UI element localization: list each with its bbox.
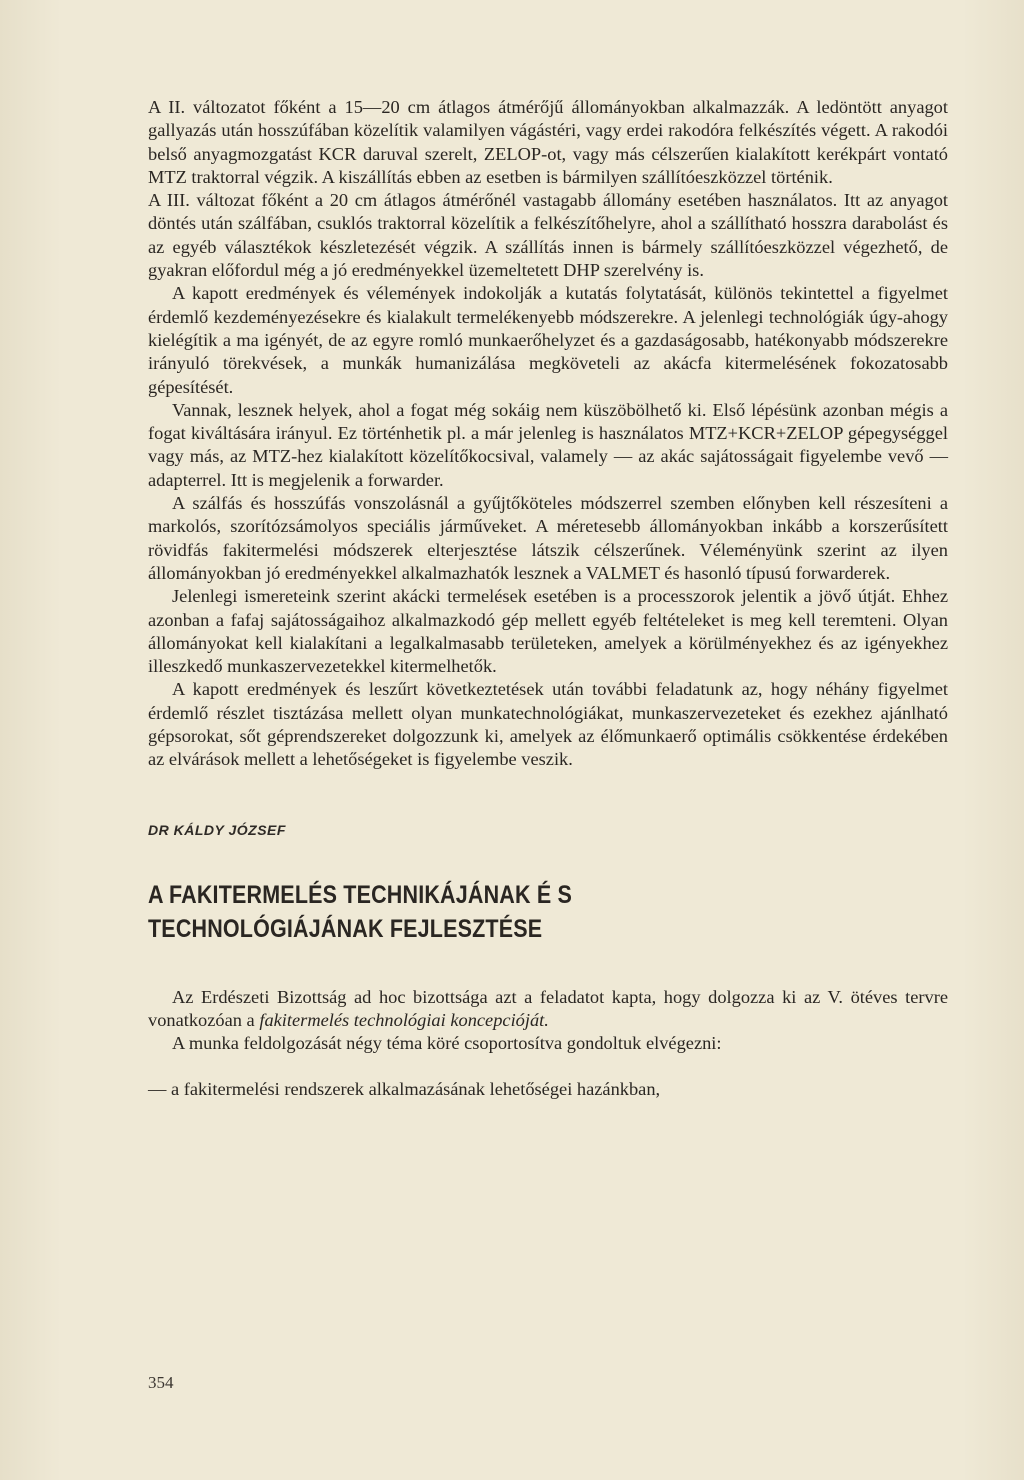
article-intro-paragraph bbox=[148, 986, 948, 1033]
intro-italic-text: fakitermelés technológiai koncepcióját. bbox=[259, 1009, 549, 1030]
article-title bbox=[148, 878, 630, 946]
article-body bbox=[148, 986, 948, 1101]
article-author: DR KÁLDY JÓZSEF bbox=[148, 821, 286, 838]
intro-text: Az Erdészeti Bizottság ad hoc bizottsága azt a feladatot kapta, hogy dolgozza ki az V. ötéves tervre vonatkozóan a bbox=[148, 986, 948, 1030]
page-content bbox=[148, 96, 948, 1101]
paragraph: A munka feldolgozását négy téma köré csoportosítva gondoltuk elvégezni: bbox=[172, 1033, 722, 1054]
previous-article-text bbox=[148, 96, 948, 772]
list-item: — a fakitermelési rendszerek alkalmazásának lehetőségei hazánkban, bbox=[148, 1078, 661, 1099]
paragraph: A III. változat főként a 20 cm átlagos átmérőnél vastagabb állomány esetében használatos. Itt az anyagot döntés után szálfában, csuklós traktorral közelítik a felkészítőhelyre, ahol a szállítható hosszra darabolást és az egyéb választékok készletezését végzik. A szállítás innen is bármely szállítóeszközzel végezhető, de gyakran előfordul még a jó eredményekkel üzemeltetett DHP szerelvény is. bbox=[148, 190, 948, 281]
paragraph: A II. változatot főként a 15—20 cm átlagos átmérőjű állományokban alkalmazzák. A ledöntött anyagot gallyazás után hosszúfában közelítik valamilyen vágástéri, vagy erdei rakodóra felkészítés végett. A rakodói belső anyagmozgatást KCR daruval szerelt, ZELOP-ot, vagy más célszerűen kialakított kerékpárt vontató MTZ traktorral végzik. A kiszállítás ebben az esetben is bármilyen szállítóeszközzel történik. bbox=[148, 97, 948, 187]
article-title-line: A FAKITERMELÉS TECHNIKÁJÁNAK É S bbox=[148, 880, 572, 909]
paragraph: Vannak, lesznek helyek, ahol a fogat még sokáig nem küszöbölhető ki. Első lépésünk azonban mégis a fogat kiváltására irányul. Ez történhetik pl. a már jelenleg is használatos MTZ+KCR+ZELOP gépegységgel vagy más, az MTZ-hez kialakított közelítőkocsival, valamely — az akác sajátosságait figyelembe vevő — adapterrel. Itt is megjelenik a forwarder. bbox=[148, 399, 948, 490]
paragraph: A kapott eredmények és vélemények indokolják a kutatás folytatását, különös tekintettel a figyelmet érdemlő kezdeményezésekre és kialakult termelékenyebb módszerekre. A jelenlegi technológiák úgy-ahogy kielégítik a ma igényét, de az egyre romló munkaerőhelyzet és a gazdaságosabb, hatékonyabb módszerekre irányuló törekvések, a munkák humanizálása megköveteli az akácfa kitermelésének fokozatosabb gépesítését. bbox=[148, 283, 948, 397]
article-title-line: TECHNOLÓGIÁJÁNAK FEJLESZTÉSE bbox=[148, 914, 543, 943]
paragraph: A kapott eredmények és leszűrt következtetések után további feladatunk az, hogy néhány figyelmet érdemlő részlet tisztázása mellett olyan munkatechnológiákat, munkaszervezeteket és ezekhez ajánlható gépsorokat, sőt géprendszereket dolgozzunk ki, amelyek az élőmunkaerő optimális csökkentése érdekében az elvárások mellett a lehetőségeket is figyelembe veszik. bbox=[148, 679, 948, 770]
page-number: 354 bbox=[148, 1373, 174, 1392]
paragraph: A szálfás és hosszúfás vonszolásnál a gyűjtőköteles módszerrel szemben előnyben kell részesíteni a markolós, szorítózsámolyos speciális járműveket. A méretesebb állományokban inkább a korszerűsített rövidfás fakitermelési módszerek elterjesztése látszik célszerűnek. Véleményünk szerint az ilyen állományokban jó eredményekkel alkalmazhatók lesznek a VALMET és hasonló típusú forwarderek. bbox=[148, 493, 948, 583]
paragraph: Jelenlegi ismereteink szerint akácki termelések esetében is a processzorok jelentik a jövő útját. Ehhez azonban a fafaj sajátosságaihoz alkalmazkodó gép mellett egyéb feltételeket is meg kell teremteni. Olyan állományokat kell kialakítani a legalkalmasabb területeken, amelyek a körülményekhez és az igényekhez illeszkedő munkaszervezetekkel kitermelhetők. bbox=[148, 586, 948, 677]
